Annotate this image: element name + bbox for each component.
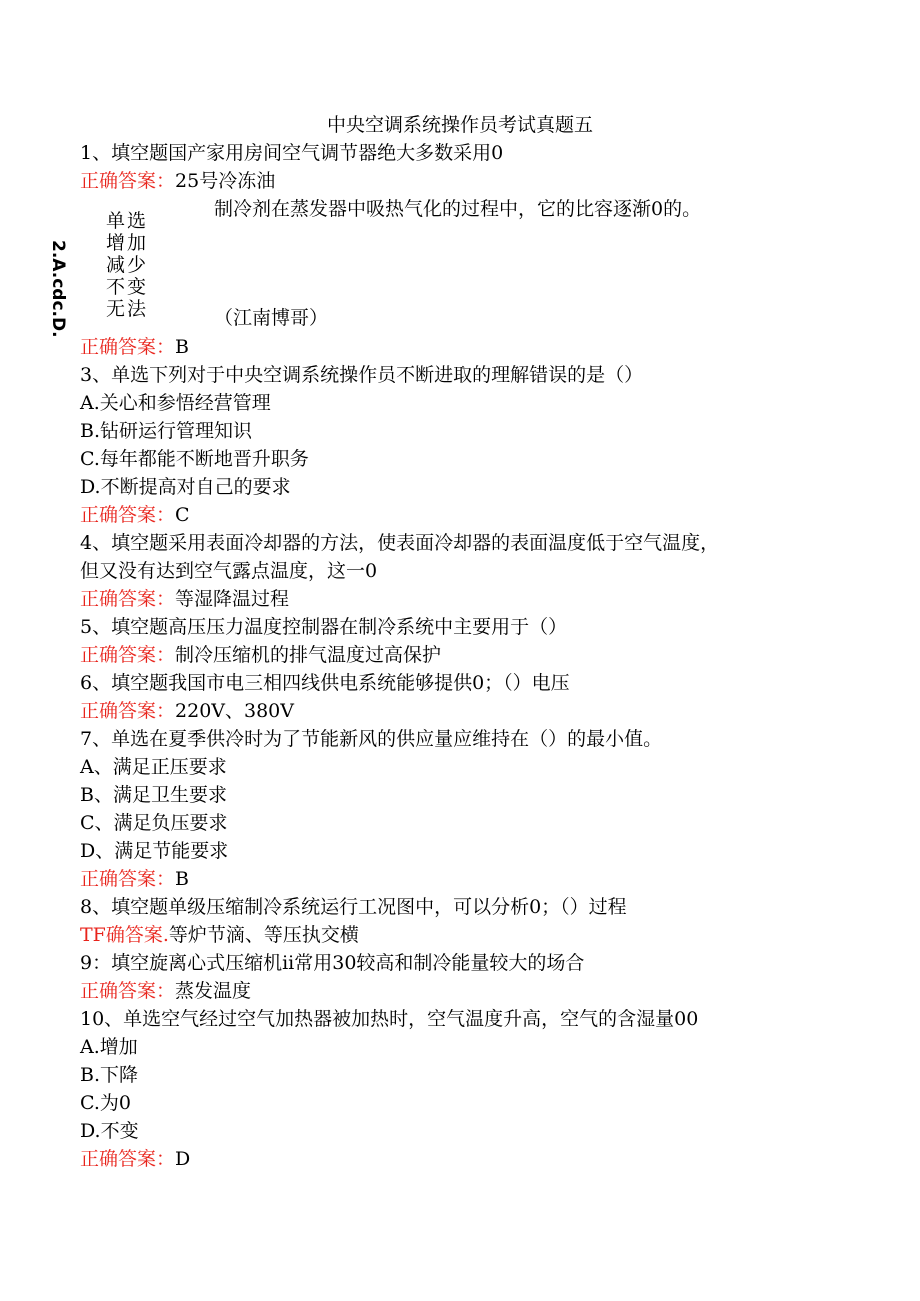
q9-question: 9：填空旋离心式压缩机ii常用30较高和制冷能量较大的场合 xyxy=(80,952,585,974)
q10-option: C.为0 xyxy=(80,1092,131,1114)
answer-label: 正确答案： xyxy=(80,1148,176,1170)
q2-option-stack xyxy=(106,210,148,320)
q10-question: 10、单选空气经过空气加热器被加热时，空气温度升高，空气的含湿量00 xyxy=(80,1008,699,1030)
q2-stack-row: 增加 xyxy=(106,232,149,254)
q3-option: D.不断提高对自己的要求 xyxy=(80,476,291,498)
answer-value: 等湿降温过程 xyxy=(175,588,290,610)
q7-option: D、满足节能要求 xyxy=(80,840,229,862)
q2-answer xyxy=(80,334,189,360)
q2-stack-row: 减少 xyxy=(106,254,149,276)
q2-stack-row: 不变 xyxy=(106,276,149,298)
q10-option: D.不变 xyxy=(80,1120,139,1142)
answer-label: TF确答案. xyxy=(80,924,169,946)
q9-answer xyxy=(80,978,251,1004)
q10-option: B.下降 xyxy=(80,1064,139,1086)
q4-answer xyxy=(80,586,289,612)
answer-value: C xyxy=(175,504,190,526)
answer-label: 正确答案： xyxy=(80,588,176,610)
q8-answer xyxy=(80,922,359,948)
q2-rotated-label: 2.A.cdc.D. xyxy=(48,240,68,338)
answer-label: 正确答案： xyxy=(80,504,176,526)
q7-question: 7、单选在夏季供冷时为了节能新风的供应量应维持在（）的最小值。 xyxy=(80,728,663,750)
answer-value: B xyxy=(175,868,189,890)
q2-source: （江南博哥） xyxy=(214,307,329,329)
answer-value: 25号冷冻油 xyxy=(175,170,276,192)
answer-label: 正确答案： xyxy=(80,868,176,890)
q7-option: A、满足正压要求 xyxy=(80,756,227,778)
q1-question: 1、填空题国产家用房间空气调节器绝大多数采用0 xyxy=(80,142,504,164)
q3-question: 3、单选下列对于中央空调系统操作员不断进取的理解错误的是（） xyxy=(80,364,644,386)
q2-stack-row: 单选 xyxy=(106,210,149,232)
answer-label: 正确答案： xyxy=(80,336,176,358)
q10-option: A.增加 xyxy=(80,1036,138,1058)
q6-question: 6、填空题我国市电三相四线供电系统能够提供0；（）电压 xyxy=(80,672,570,694)
answer-value: 等炉节滴、等压执交横 xyxy=(168,924,359,946)
q2-stack-row: 无法 xyxy=(106,298,149,320)
answer-label: 正确答案： xyxy=(80,644,176,666)
q5-question: 5、填空题高压压力温度控制器在制冷系统中主要用于（） xyxy=(80,616,568,638)
q10-answer xyxy=(80,1146,190,1172)
q3-option: A.关心和参悟经营管理 xyxy=(80,392,271,414)
q1-answer xyxy=(80,168,275,194)
answer-value: 220V、380V xyxy=(175,700,294,722)
q6-answer xyxy=(80,698,294,724)
q7-option: B、满足卫生要求 xyxy=(80,784,227,806)
answer-value: D xyxy=(175,1148,191,1170)
answer-value: B xyxy=(175,336,189,358)
answer-label: 正确答案： xyxy=(80,700,176,722)
answer-value: 制冷压缩机的排气温度过高保护 xyxy=(175,644,442,666)
q7-answer xyxy=(80,866,189,892)
answer-value: 蒸发温度 xyxy=(175,980,252,1002)
q8-question: 8、填空题单级压缩制冷系统运行工况图中，可以分析0；（）过程 xyxy=(80,896,627,918)
q2-question: 制冷剂在蒸发器中吸热气化的过程中，它的比容逐渐0的。 xyxy=(214,198,702,220)
answer-label: 正确答案： xyxy=(80,170,176,192)
q7-option: C、满足负压要求 xyxy=(80,812,228,834)
q3-answer xyxy=(80,502,190,528)
page-title: 中央空调系统操作员考试真题五 xyxy=(326,114,593,136)
q4-question-line1: 4、填空题采用表面冷却器的方法，使表面冷却器的表面温度低于空气温度， xyxy=(80,532,720,554)
q4-question-line2: 但又没有达到空气露点温度，这一0 xyxy=(80,560,378,582)
q3-option: C.每年都能不断地晋升职务 xyxy=(80,448,309,470)
answer-label: 正确答案： xyxy=(80,980,176,1002)
q3-option: B.钻研运行管理知识 xyxy=(80,420,253,442)
q5-answer xyxy=(80,642,441,668)
